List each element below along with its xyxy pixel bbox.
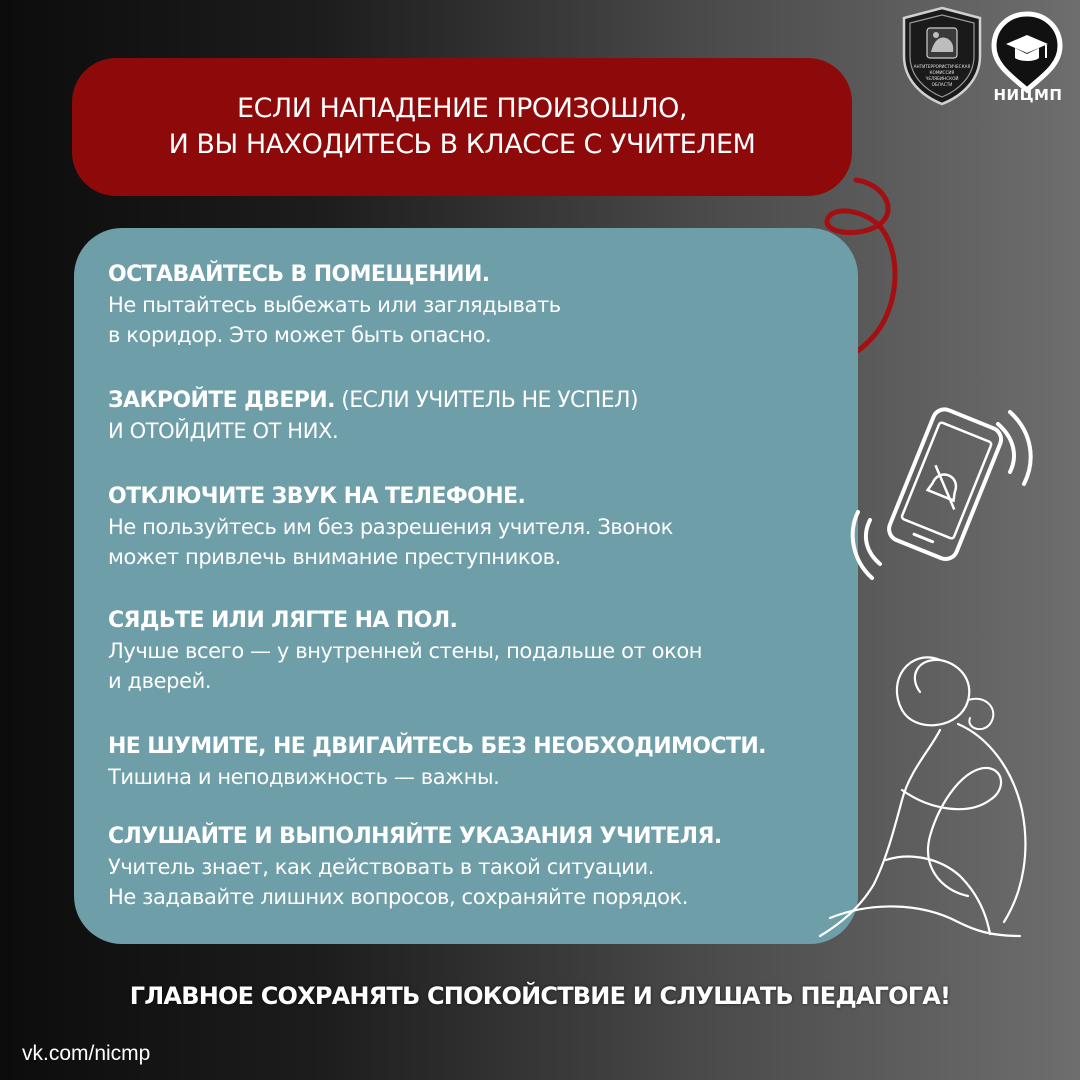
instruction-title: ЗАКРОЙТЕ ДВЕРИ. (ЕСЛИ УЧИТЕЛЬ НЕ УСПЕЛ) bbox=[108, 388, 638, 413]
svg-text:ОБЛАСТИ: ОБЛАСТИ bbox=[931, 82, 953, 87]
footer-slogan: ГЛАВНОЕ СОХРАНЯТЬ СПОКОЙСТВИЕ И СЛУШАТЬ ПЕДАГОГА! bbox=[129, 982, 951, 1010]
instruction-title: НЕ ШУМИТЕ, НЕ ДВИГАЙТЕСЬ БЕЗ НЕОБХОДИМОСТИ. bbox=[108, 734, 766, 759]
header-title-line-2: И ВЫ НАХОДИТЕСЬ В КЛАССЕ С УЧИТЕЛЕМ bbox=[168, 129, 756, 160]
instruction-text: И ОТОЙДИТЕ ОТ НИХ. bbox=[108, 419, 339, 443]
instruction-item-5 bbox=[108, 732, 848, 792]
instruction-text: и дверей. bbox=[108, 669, 212, 693]
instruction-text: Учитель знает, как действовать в такой ситуации. bbox=[108, 855, 655, 879]
muted-phone-icon bbox=[838, 392, 1048, 592]
instruction-title: СЯДЬТЕ ИЛИ ЛЯГТЕ НА ПОЛ. bbox=[108, 608, 458, 633]
commission-shield-logo bbox=[900, 6, 984, 106]
svg-text:КОМИССИЯ: КОМИССИЯ bbox=[929, 70, 955, 75]
instruction-text: Не задавайте лишних вопросов, сохраняйте порядок. bbox=[108, 885, 689, 909]
instruction-title: ОСТАВАЙТЕСЬ В ПОМЕЩЕНИИ. bbox=[108, 262, 490, 287]
instruction-item-4 bbox=[108, 606, 848, 696]
nicmp-logo-label: НИЦМП bbox=[993, 86, 1063, 104]
instruction-text: в коридор. Это может быть опасно. bbox=[108, 323, 492, 347]
instruction-title: ОТКЛЮЧИТЕ ЗВУК НА ТЕЛЕФОНЕ. bbox=[108, 484, 526, 509]
instruction-item-1 bbox=[108, 260, 848, 350]
header-banner bbox=[72, 58, 852, 196]
instruction-item-3 bbox=[108, 482, 848, 572]
footer-vk-url: vk.com/nicmp bbox=[22, 1042, 151, 1065]
instruction-text: Не пользуйтесь им без разрешения учителя. Звонок bbox=[108, 515, 673, 539]
svg-text:АНТИТЕРРОРИСТИЧЕСКАЯ: АНТИТЕРРОРИСТИЧЕСКАЯ bbox=[913, 64, 971, 69]
instruction-item-2 bbox=[108, 386, 848, 446]
header-title-line-1: ЕСЛИ НАПАДЕНИЕ ПРОИЗОШЛО, bbox=[237, 93, 687, 124]
instruction-text: Лучше всего — у внутренней стены, подальше от окон bbox=[108, 639, 703, 663]
instruction-title: СЛУШАЙТЕ И ВЫПОЛНЯЙТЕ УКАЗАНИЯ УЧИТЕЛЯ. bbox=[108, 824, 722, 849]
instruction-text: Тишина и неподвижность — важны. bbox=[108, 765, 500, 789]
instruction-text: может привлечь внимание преступников. bbox=[108, 545, 561, 569]
svg-text:ЧЕЛЯБИНСКОЙ: ЧЕЛЯБИНСКОЙ bbox=[925, 76, 959, 81]
instruction-title-note: (ЕСЛИ УЧИТЕЛЬ НЕ УСПЕЛ) bbox=[334, 388, 638, 413]
instruction-item-6 bbox=[108, 822, 848, 912]
instruction-text: Не пытайтесь выбежать или заглядывать bbox=[108, 293, 561, 317]
